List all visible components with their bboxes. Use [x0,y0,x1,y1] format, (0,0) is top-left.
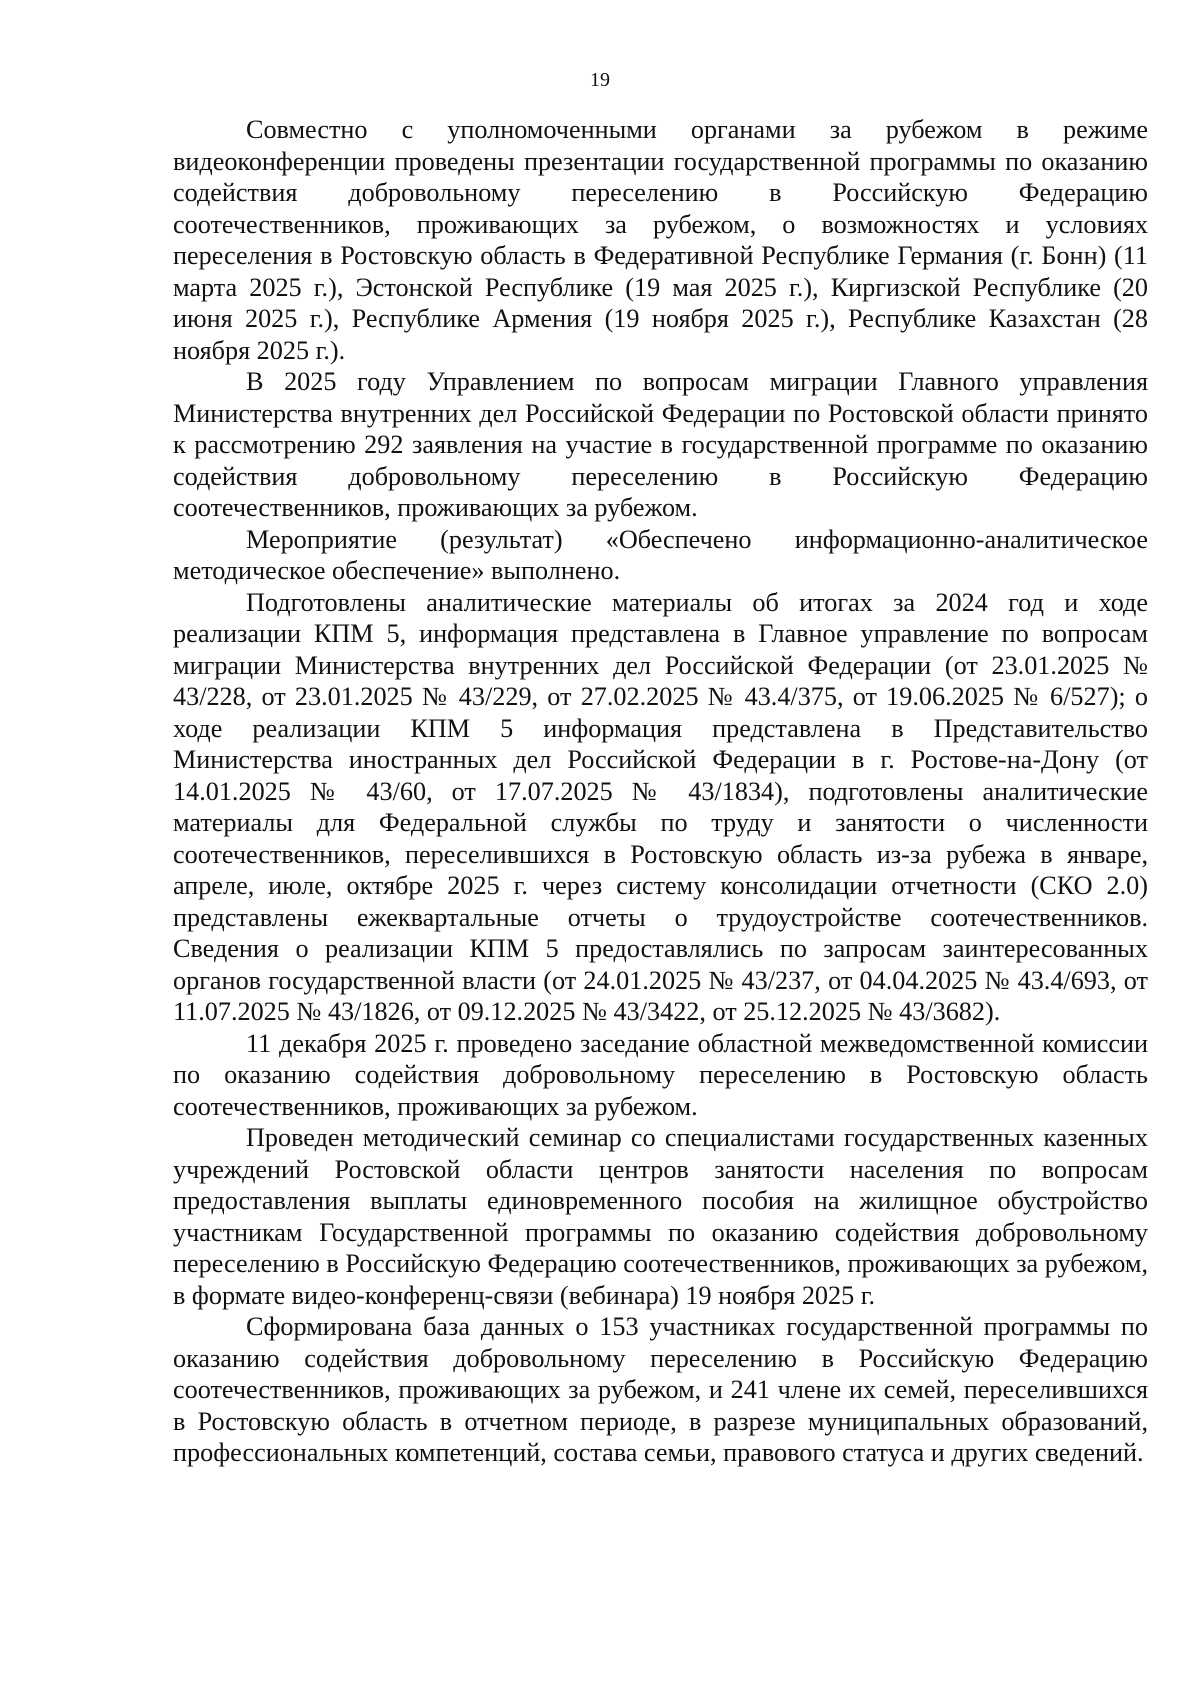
paragraph-analytical-materials: Подготовлены аналитические материалы об итогах за 2024 год и ходе реализации КПМ 5, информация представлена в Главное управление по вопросам миграции Министерства внутренних дел Российской Федерации (от 23.01.2025 № 43/228, от 23.01.2025 № 43/229, от 27.02.2025 № 43.4/375, от 19.06.2025 № 6/527); о ходе реализации КПМ 5 информация представлена в Представительство Министерства иностранных дел Российской Федерации в г. Ростове-на-Дону (от 14.01.2025 № 43/60, от 17.07.2025 № 43/1834), подготовлены аналитические материалы для Федеральной службы по труду и занятости о численности соотечественников, переселившихся в Ростовскую область из-за рубежа в январе, апреле, июле, октябре 2025 г. через систему консолидации отчетности (СКО 2.0) представлены ежеквартальные отчеты о трудоустройстве соотечественников. Сведения о реализации КПМ 5 предоставлялись по запросам заинтересованных органов государственной власти (от 24.01.2025 № 43/237, от 04.04.2025 № 43.4/693, от 11.07.2025 № 43/1826, от 09.12.2025 № 43/3422, от 25.12.2025 № 43/3682). [173,587,1148,1026]
document-body [173,114,1148,1469]
paragraph-event-result: Мероприятие (результат) «Обеспечено информационно-аналитическое методическое обеспечение» выполнено. [173,524,1148,585]
paragraph-participants-database: Сформирована база данных о 153 участниках государственной программы по оказанию содействия добровольному переселению в Российскую Федерацию соотечественников, проживающих за рубежом, и 241 члене их семей, переселившихся в Ростовскую область в отчетном периоде, в разрезе муниципальных образований, профессиональных компетенций, состава семьи, правового статуса и других сведений. [173,1312,1148,1467]
page-number: 19 [590,69,610,91]
paragraph-presentations-abroad: Совместно с уполномоченными органами за рубежом в режиме видеоконференции проведены презентации государственной программы по оказанию содействия добровольному переселению в Российскую Федерацию соотечественников, проживающих за рубежом, о возможностях и условиях переселения в Ростовскую область в Федеративной Республике Германия (г. Бонн) (11 марта 2025 г.), Эстонской Республике (19 мая 2025 г.), Киргизской Республике (20 июня 2025 г.), Республике Армения (19 ноября 2025 г.), Республике Казахстан (28 ноября 2025 г.). [173,115,1148,365]
paragraph-methodical-seminar: Проведен методический семинар со специалистами государственных казенных учреждений Ростовской области центров занятости населения по вопросам предоставления выплаты единовременного пособия на жилищное обустройство участникам Государственной программы по оказанию содействия добровольному переселению в Российскую Федерацию соотечественников, проживающих за рубежом, в формате видео-конференц-связи (вебинара) 19 ноября 2025 г. [173,1123,1148,1310]
paragraph-applications-accepted: В 2025 году Управлением по вопросам миграции Главного управления Министерства внутренних дел Российской Федерации по Ростовской области принято к рассмотрению 292 заявления на участие в государственной программе по оказанию содействия добровольному переселению в Российскую Федерацию соотечественников, проживающих за рубежом. [173,367,1148,522]
paragraph-commission-meeting: 11 декабря 2025 г. проведено заседание областной межведомственной комиссии по оказанию содействия добровольному переселению в Ростовскую область соотечественников, проживающих за рубежом. [173,1028,1148,1121]
